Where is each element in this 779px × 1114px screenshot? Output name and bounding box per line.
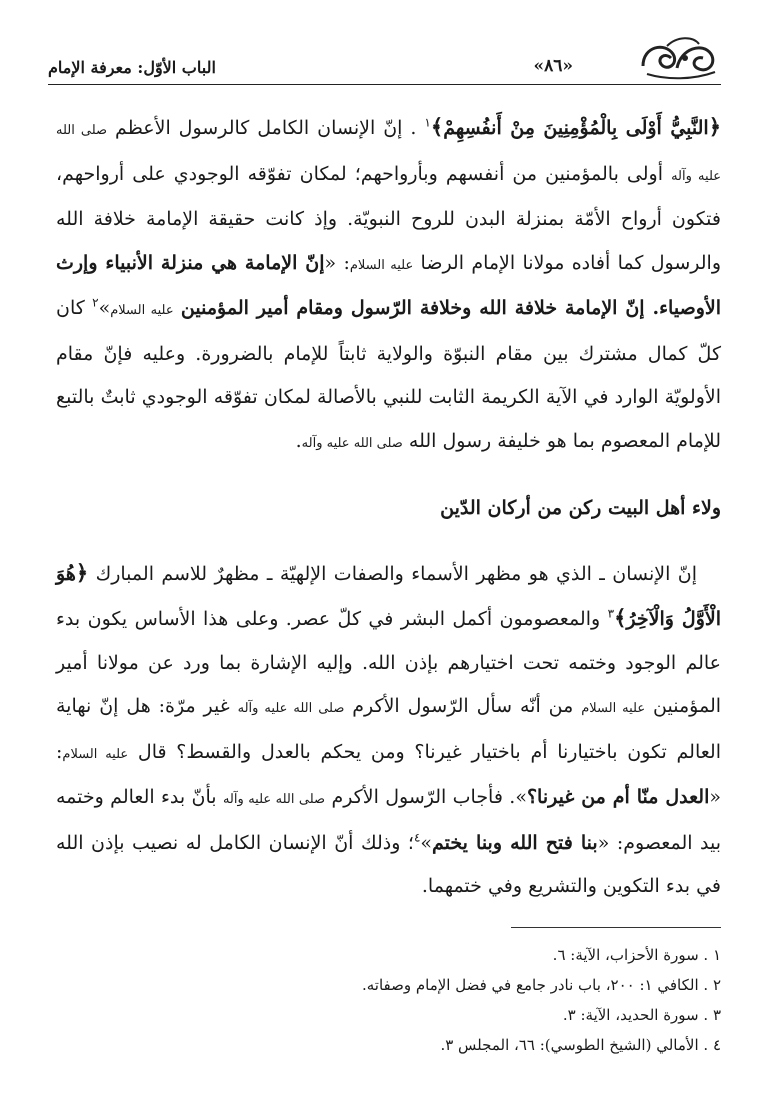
section-heading: ولاء أهل البيت ركن من أركان الدّين	[440, 497, 721, 519]
paragraph-1	[56, 105, 721, 465]
ornament-icon	[637, 36, 721, 82]
hadith-quote: العدل منّا أم من غيرنا؟	[526, 786, 710, 808]
main-text	[56, 105, 721, 909]
text-run: ». فأجاب الرّسول الأكرم	[331, 786, 527, 808]
footnote-marker: ٢	[92, 295, 99, 310]
text-run: »	[98, 297, 111, 319]
footnote-marker: ٤	[413, 830, 421, 845]
header-divider	[48, 84, 721, 85]
quran-bracket-open: ﴿	[708, 114, 722, 139]
text-run: .	[295, 429, 302, 452]
quran-verse: النَّبِيُّ أَوْلَى بِالْمُؤْمِنِينَ مِنْ أَنفُسِهِمْ	[443, 117, 709, 139]
quran-bracket-open: ﴿	[75, 559, 89, 585]
hadith-quote: إنّ الإمامة هي منزلة الأنبياء وإرث الأوصياء. إنّ الإمامة خلافة الله وخلافة الرّسول ومقام أمير المؤمنين	[56, 251, 721, 319]
footnote-marker: ٣	[607, 606, 615, 621]
text-run: كان كلّ كمال مشترك بين مقام النبوّة والولاية ثابتاً للإمام بالضرورة. وعليه فإنّ مقام الأولويّة الوارد في الآية الكريمة الثابت للنبي بالأصالة لمكان تفوّقه الوجودي ثابتٌ بالتبع للإمام المعصوم بما هو خليفة رسول الله	[56, 297, 721, 452]
footnote: ١ . سورة الأحزاب، الآية: ٦.	[552, 946, 721, 964]
text-run: : «	[324, 251, 350, 274]
footnote: ٢ . الكافي ١: ٢٠٠، باب نادر جامع في فضل الإمام وصفاته.	[361, 976, 721, 994]
footnote: ٤ . الأمالي (الشيخ الطوسي): ٦٦، المجلس ٣.	[440, 1036, 721, 1054]
footnote-marker: ١	[424, 115, 431, 130]
text-run: من أنّه سأل الرّسول الأكرم	[352, 695, 574, 717]
page-header	[48, 36, 721, 84]
text-run: إنّ الإنسان ـ الذي هو مظهر الأسماء والصفات الإلهيّة ـ مظهرٌ للاسم المبارك	[95, 562, 697, 585]
honorific-glyph: صلی الله علیه وآله	[301, 435, 403, 451]
paragraph-2	[56, 551, 721, 909]
honorific-glyph: صلی الله علیه وآله	[237, 701, 345, 716]
quran-bracket-close: ﴾	[614, 605, 627, 630]
honorific-glyph: صلی الله علیه وآله	[222, 792, 326, 807]
text-run: والمعصومون أكمل البشر في كلّ عصر. وعلى هذا الأساس يكون بدء عالم الوجود وختمه تحت اختيارهم بإذن الله. وإليه الإشارة بما ورد عن مولانا أمير المؤمنين	[56, 608, 722, 717]
honorific-glyph: صلی الله علیه وآله	[56, 123, 721, 184]
honorific-glyph: علیه السلام	[349, 257, 414, 273]
quran-verse: هُوَ الْأَوَّلُ وَالْآخِرُ	[56, 562, 722, 630]
text-run: غير مرّة: هل إنّ نهاية العالم تكون باختيارنا أم باختيار غيرنا؟ ومن يحكم بالعدل والقسط؟ قال	[56, 695, 721, 763]
text-run: بأنّ بدء العالم وختمه بيد المعصوم: «	[56, 786, 722, 854]
text-run: »	[420, 831, 433, 854]
text-run: : «	[56, 740, 721, 808]
honorific-glyph: علیه السلام	[62, 746, 129, 762]
honorific-glyph: علیه السلام	[581, 701, 646, 716]
honorific-glyph: علیه السلام	[110, 303, 174, 318]
quran-bracket-close: ﴾	[430, 114, 444, 139]
text-run: ؛ وذلك أنّ الإنسان الكامل له نصيب بإذن الله في بدء التكوين والتشريع وفي ختمهما.	[56, 831, 721, 897]
text-run: . إنّ الإنسان الكامل كالرسول الأعظم	[115, 117, 417, 139]
hadith-quote: بنا فتح الله وبنا يختم	[432, 831, 598, 854]
footnote-divider	[511, 927, 721, 928]
footnote: ٣ . سورة الحديد، الآية: ٣.	[562, 1006, 721, 1024]
text-run: أولى بالمؤمنين من أنفسهم وبأرواحهم؛ لمكان تفوّقه الوجودي على أرواحهم، فتكون أرواح الأمّة بمنزلة البدن للروح النبويّة. وإذ كانت حقيقة الإمامة خلافة الله والرسول كما أفاده مولانا الإمام الرضا	[56, 162, 722, 274]
page-number: «٨٦»	[533, 56, 573, 76]
footnotes	[56, 940, 721, 1060]
chapter-title: الباب الأوّل: معرفة الإمام	[48, 58, 216, 77]
